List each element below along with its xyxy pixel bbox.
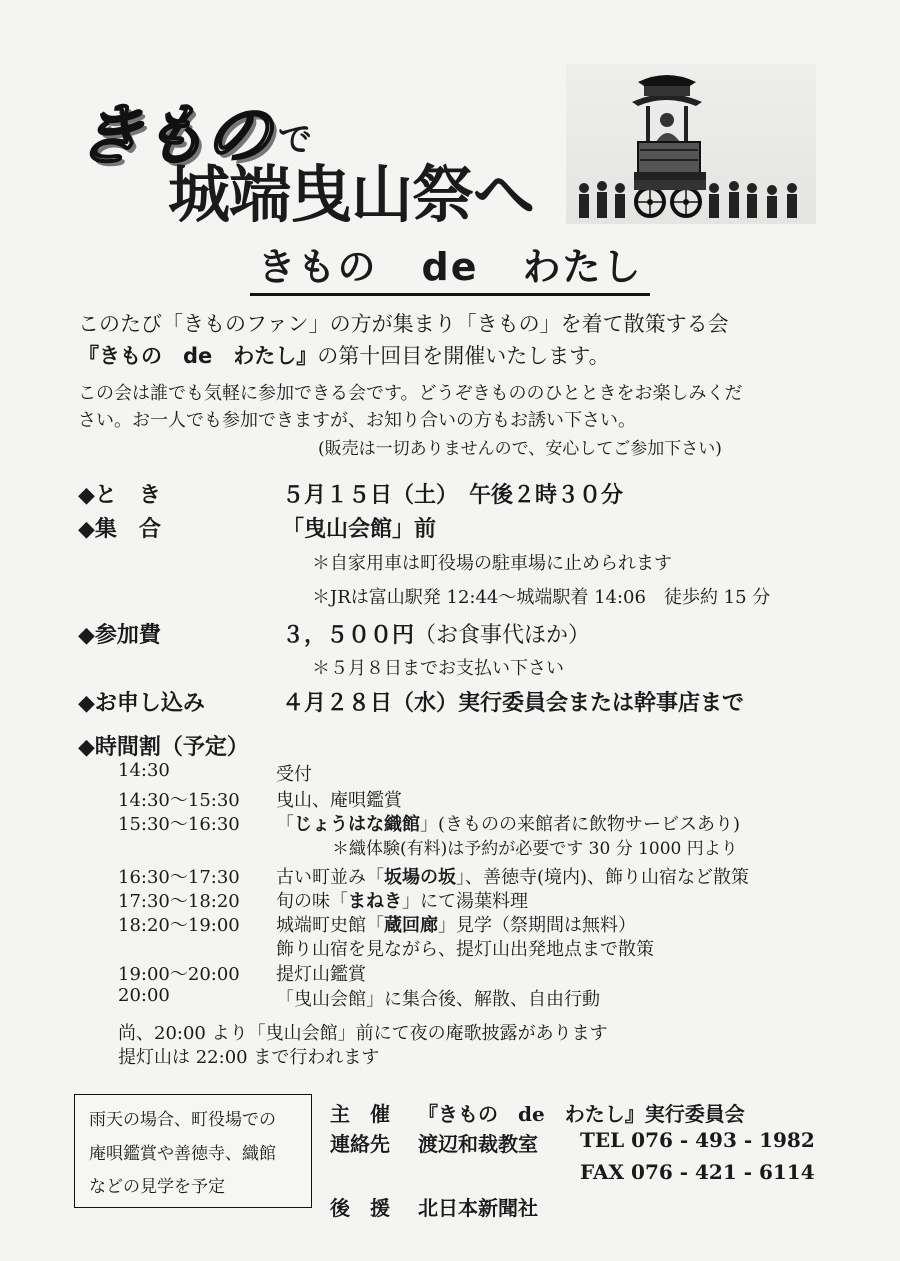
schedule-note: ＊織体験(有料)は予約が必要です 30 分 1000 円より [332, 839, 738, 859]
fee-value [282, 618, 590, 649]
contact-tel: TEL 076 - 493 - 1982 [580, 1128, 815, 1152]
intro-event-name: 『きもの de わたし』 [78, 344, 318, 368]
support-label: 後 援 [330, 1196, 390, 1220]
rain-plan-box [74, 1094, 312, 1208]
schedule-activity [276, 911, 636, 937]
host-label: 主 催 [330, 1102, 390, 1126]
schedule-place: 蔵回廊 [384, 915, 438, 936]
intro-line-5: (販売は一切ありませんので、安心してご参加下さい) [318, 439, 722, 459]
meet-value: 「曳山会館」前 [282, 517, 437, 542]
contact-fax: FAX 076 - 421 - 6114 [580, 1160, 815, 1184]
schedule-time: 19:00～20:00 [118, 964, 240, 985]
schedule-text: 」、善徳寺(境内)、飾り山宿など散策 [456, 867, 750, 888]
fee-amount: ３，５００円 [282, 623, 415, 648]
fee-note: ＊５月８日までお支払い下さい [312, 658, 564, 679]
when-label: ◆と き [78, 483, 161, 508]
contact-label: 連絡先 [330, 1132, 390, 1156]
apply-value: ４月２８日（水）実行委員会または幹事店まで [282, 691, 745, 716]
schedule-text: 旬の味「 [276, 891, 348, 912]
schedule-place: まねき [348, 891, 402, 912]
meet-label: ◆集 合 [78, 517, 161, 542]
schedule-place: 坂場の坂 [384, 867, 456, 888]
schedule-time: 15:30～16:30 [118, 814, 240, 835]
intro-line-1: このたび「きものファン」の方が集まり「きもの」を着て散策する会 [78, 312, 729, 336]
schedule-activity: 曳山、庵唄鑑賞 [276, 790, 402, 811]
intro-line-3: この会は誰でも気軽に参加できる会です。どうぞきもののひとときをお楽しみくだ [78, 383, 743, 404]
subtitle-kimono: きもの [257, 245, 378, 289]
schedule-text: 城端町史館「 [276, 915, 384, 936]
schedule-activity: 「曳山会館」に集合後、解散、自由行動 [276, 989, 600, 1010]
schedule-time: 14:30～15:30 [118, 790, 240, 811]
schedule-text: 」にて湯葉料理 [402, 891, 528, 912]
schedule-place: じょうはな織館 [294, 814, 420, 835]
host-value: 『きもの de わたし』実行委員会 [418, 1102, 745, 1126]
schedule-time: 16:30～17:30 [118, 867, 240, 888]
when-value: ５月１５日（土） 午後２時３０分 [282, 483, 624, 508]
schedule-activity: 飾り山宿を見ながら、提灯山出発地点まで散策 [276, 939, 654, 960]
schedule-time: 17:30～18:20 [118, 891, 240, 912]
schedule-time: 20:00 [118, 985, 170, 1006]
schedule-activity [276, 810, 740, 836]
title-de: で [278, 120, 312, 160]
title-kimono: きもの [73, 97, 274, 174]
subtitle-de: de [421, 245, 479, 289]
rain-plan-line: 雨天の場合、町役場での [89, 1110, 276, 1130]
schedule-activity [276, 887, 528, 913]
schedule-activity [276, 863, 749, 889]
evening-note: 尚、20:00 より「曳山会館」前にて夜の庵歌披露があります [118, 1023, 608, 1044]
fee-label: ◆参加費 [78, 623, 161, 648]
fee-includes: （お食事代ほか） [414, 623, 591, 648]
meet-note-parking: ＊自家用車は町役場の駐車場に止められます [312, 553, 672, 574]
event-subtitle [250, 236, 650, 296]
hikiyama-float-illustration [566, 64, 816, 224]
meet-note-train: ＊JRは富山駅発 12:44～城端駅着 14:06 徒歩約 15 分 [312, 587, 771, 608]
lantern-note: 提灯山は 22:00 まで行われます [118, 1047, 380, 1068]
schedule-text: 」見学（祭期間は無料） [438, 915, 636, 936]
float-drawing [566, 64, 816, 224]
schedule-activity: 受付 [276, 764, 312, 785]
schedule-text: 」(きものの来館者に飲物サービスあり) [420, 814, 741, 835]
schedule-label: ◆時間割（予定） [78, 735, 249, 760]
schedule-time: 18:20～19:00 [118, 915, 240, 936]
title-main: 城端曳山祭へ [168, 158, 535, 231]
intro-line-2 [78, 340, 610, 370]
subtitle-watashi: わたし [522, 245, 643, 289]
contact-name: 渡辺和裁教室 [418, 1132, 538, 1156]
intro-line-4: さい。お一人でも参加できますが、お知り合いの方もお誘い下さい。 [78, 410, 636, 431]
schedule-text: 「 [276, 814, 294, 835]
support-value: 北日本新聞社 [418, 1196, 538, 1220]
intro-line-2-rest: の第十回目を開催いたします。 [317, 344, 610, 368]
rain-plan-line: 庵唄鑑賞や善徳寺、織館 [89, 1144, 276, 1164]
schedule-text: 古い町並み「 [276, 867, 384, 888]
rain-plan-line: などの見学を予定 [89, 1177, 225, 1197]
apply-label: ◆お申し込み [78, 691, 205, 716]
schedule-activity: 提灯山鑑賞 [276, 964, 366, 985]
schedule-time: 14:30 [118, 760, 170, 781]
